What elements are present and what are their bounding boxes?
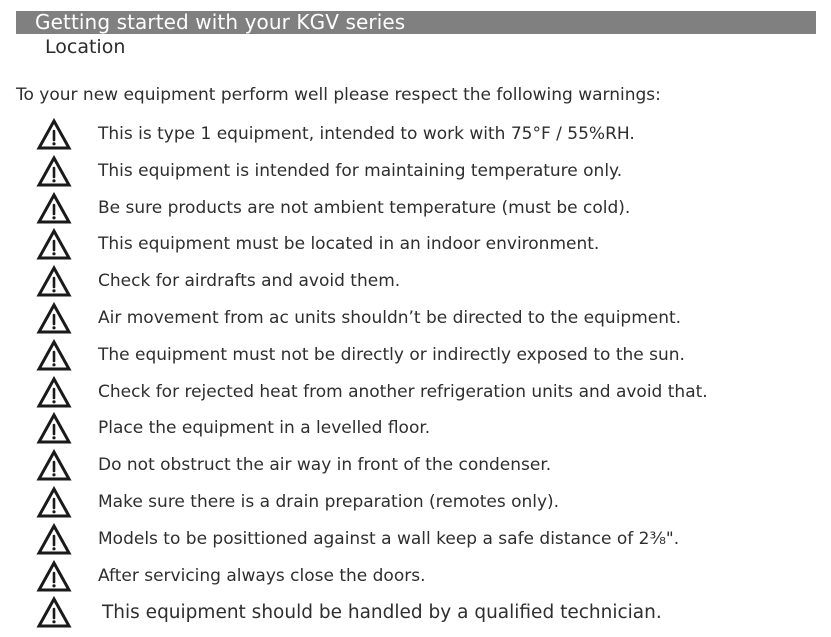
warning-triangle-icon [36,302,72,335]
warning-item [0,522,831,559]
warning-text: This equipment is intended for maintaining temperature only. [98,160,623,181]
warning-item [0,154,831,191]
warning-triangle-icon [36,376,72,409]
warning-triangle-icon [36,523,72,556]
warning-text: Check for airdrafts and avoid them. [98,271,401,292]
warning-triangle-icon [36,155,72,188]
intro-text: To your new equipment perform well please respect the following warnings: [16,85,661,105]
warning-text: Be sure products are not ambient temperature (must be cold). [98,197,631,218]
warning-text: The equipment must not be directly or indirectly exposed to the sun. [98,344,685,365]
warning-triangle-icon [36,192,72,225]
warning-list [0,117,831,632]
warning-triangle-icon [36,560,72,593]
subsection-heading: Location [45,36,126,58]
warning-text: Models to be posittioned against a wall keep a safe distance of 2³⁄₈". [98,528,680,549]
warning-item [0,485,831,522]
warning-item [0,264,831,301]
warning-item [0,191,831,228]
warning-triangle-icon [36,265,72,298]
warning-text: After servicing always close the doors. [98,565,426,586]
warning-item [0,375,831,412]
warning-item [0,411,831,448]
warning-triangle-icon [36,228,72,261]
section-title: Getting started with your KGV series [35,10,406,34]
warning-text: Place the equipment in a levelled floor. [98,418,431,439]
section-title-bar [16,11,816,34]
warning-text: This is type 1 equipment, intended to work with 75°F / 55%RH. [98,124,635,144]
warning-text: Make sure there is a drain preparation (remotes only). [98,491,560,512]
warning-triangle-icon [36,486,72,519]
warning-item [0,117,831,154]
warning-text: This equipment must be located in an indoor environment. [98,234,600,255]
warning-text: Do not obstruct the air way in front of the condenser. [98,455,552,476]
warning-text: Air movement from ac units shouldn’t be directed to the equipment. [98,307,682,328]
warning-triangle-icon [36,596,72,629]
warning-item [0,448,831,485]
warning-item [0,338,831,375]
warning-item [0,301,831,338]
warning-text: This equipment should be handled by a qualified technician. [102,602,662,624]
warning-item [0,559,831,596]
warning-triangle-icon [36,412,72,445]
warning-triangle-icon [36,118,72,151]
warning-item [0,595,831,632]
warning-item [0,227,831,264]
warning-triangle-icon [36,339,72,372]
warning-triangle-icon [36,449,72,482]
warning-text: Check for rejected heat from another refrigeration units and avoid that. [98,381,708,402]
